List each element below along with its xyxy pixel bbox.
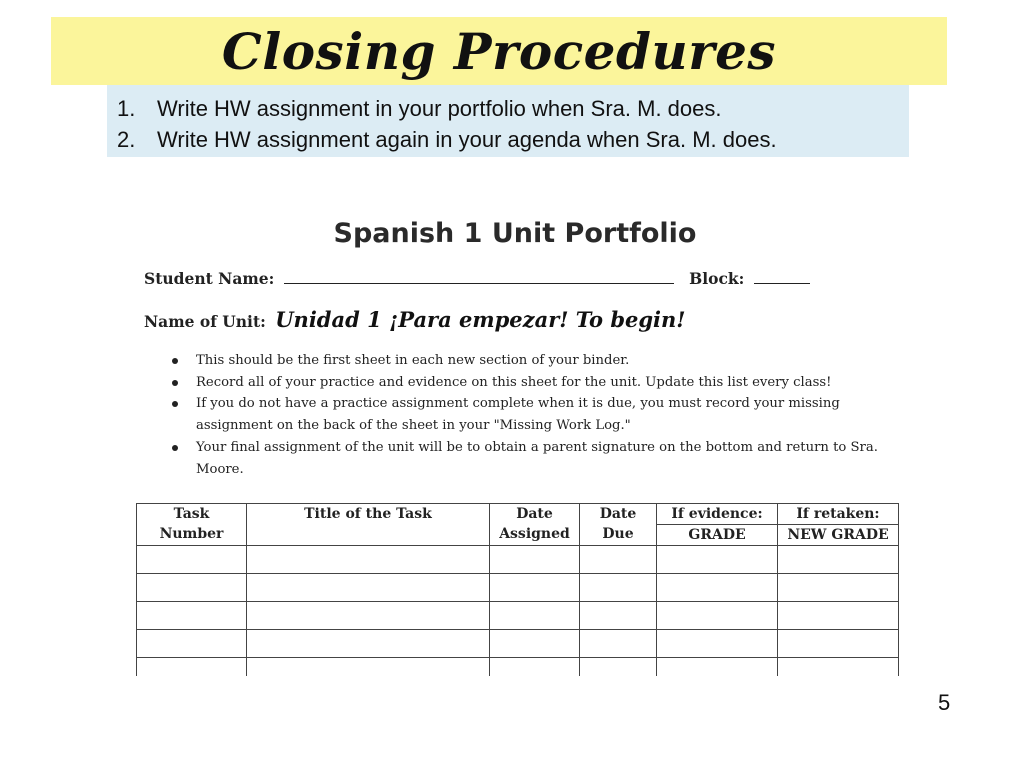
unit-row xyxy=(144,307,686,332)
header-task-number: Task Number xyxy=(137,504,247,546)
header-grade: GRADE xyxy=(657,525,778,546)
student-name-row xyxy=(144,269,810,288)
portfolio-sheet-image xyxy=(130,212,910,676)
slide-title: Closing Procedures xyxy=(221,21,777,81)
task-table xyxy=(136,503,899,676)
student-name-line xyxy=(284,269,674,284)
table-row xyxy=(137,546,899,574)
header-title: Title of the Task xyxy=(247,504,490,546)
table-row xyxy=(137,574,899,602)
title-banner xyxy=(51,17,947,85)
block-label: Block: xyxy=(689,269,745,288)
instruction-item: Your final assignment of the unit will be to obtain a parent signature on the bottom and return to Sra. Moore. xyxy=(170,437,890,480)
portfolio-title: Spanish 1 Unit Portfolio xyxy=(333,218,697,249)
header-retaken: If retaken: xyxy=(778,504,899,525)
step-number: 1. xyxy=(117,96,136,121)
block-line xyxy=(754,269,810,284)
step-item xyxy=(117,93,909,124)
step-item xyxy=(117,124,909,155)
step-text: Write HW assignment again in your agenda when Sra. M. does. xyxy=(157,127,777,152)
header-evidence: If evidence: xyxy=(657,504,778,525)
table-row xyxy=(137,602,899,630)
header-new-grade: NEW GRADE xyxy=(778,525,899,546)
table-row xyxy=(137,658,899,677)
instruction-item: If you do not have a practice assignment complete when it is due, you must record your missing assignment on the back of the sheet in your "Missing Work Log." xyxy=(170,393,890,436)
header-date-assigned: Date Assigned xyxy=(490,504,580,546)
student-name-label: Student Name: xyxy=(144,269,275,288)
table-row xyxy=(137,630,899,658)
instructions-list xyxy=(170,350,890,480)
steps-box xyxy=(107,85,909,157)
instruction-item: Record all of your practice and evidence on this sheet for the unit. Update this list every class! xyxy=(170,372,890,394)
instruction-item: This should be the first sheet in each new section of your binder. xyxy=(170,350,890,372)
step-number: 2. xyxy=(117,127,136,152)
unit-label: Name of Unit: xyxy=(144,312,266,331)
header-date-due: Date Due xyxy=(580,504,657,546)
page-number: 5 xyxy=(938,690,951,715)
unit-name: Unidad 1 ¡Para empezar! To begin! xyxy=(275,307,686,332)
step-text: Write HW assignment in your portfolio when Sra. M. does. xyxy=(157,96,722,121)
